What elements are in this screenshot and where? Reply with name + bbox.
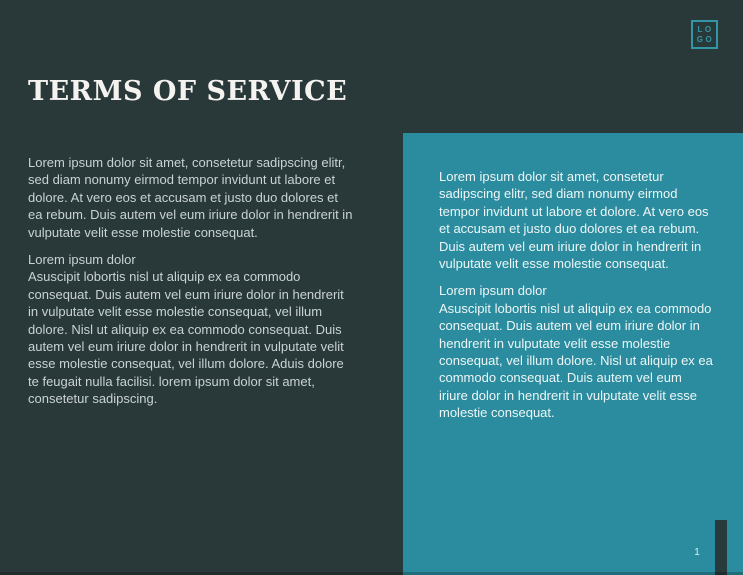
page-number: 1 [694, 547, 700, 558]
left-subheading: Lorem ipsum dolor [28, 252, 136, 268]
panel-subheading: Lorem ipsum dolor [439, 283, 547, 299]
accent-bar [715, 520, 727, 575]
logo [691, 20, 718, 49]
left-paragraph-1: Lorem ipsum dolor sit amet, consetetur sadipscing elitr, sed diam nonumy eirmod tempor invidunt ut labore et dolore. At vero eos et accusam et justo duo dolores et ea rebum. Duis autem vel eum iriure dolor in hendrerit in vulputate velit esse molestie consequat. [28, 155, 353, 240]
right-panel [403, 133, 743, 575]
page-title: TERMS OF SERVICE [28, 76, 348, 107]
logo-line-1: LO [697, 25, 714, 34]
panel-paragraph-1: Lorem ipsum dolor sit amet, consetetur sadipscing elitr, sed diam nonumy eirmod tempor invidunt ut labore et dolore. At vero eos et accusam et justo duo dolores et ea rebum. Duis autem vel eum iriure dolor in hendrerit in vulputate velit esse molestie consequat. [439, 169, 709, 272]
left-paragraph-2: Asuscipit lobortis nisl ut aliquip ex ea commodo consequat. Duis autem vel eum iriure dolor in hendrerit in vulputate velit esse molestie consequat, vel illum dolore. Nisl ut aliquip ex ea commodo consequat. Duis autem vel eum iriure dolor in hendrerit in vulputate velit esse molestie consequat, vel illum dolore. Aduis dolore te feugait nulla facilisi. lorem ipsum dolor sit amet, consetetur sadipscing. [28, 269, 344, 407]
left-column [28, 154, 354, 408]
panel-paragraph-2: Asuscipit lobortis nisl ut aliquip ex ea commodo consequat. Duis autem vel eum iriure dolor in hendrerit in vulputate velit esse molestie consequat, vel illum dolore. Nisl ut aliquip ex ea commodo consequat. Duis autem vel eum iriure dolor in hendrerit in vulputate velit esse molestie consequat. [439, 300, 713, 421]
logo-line-2: GO [696, 35, 715, 44]
